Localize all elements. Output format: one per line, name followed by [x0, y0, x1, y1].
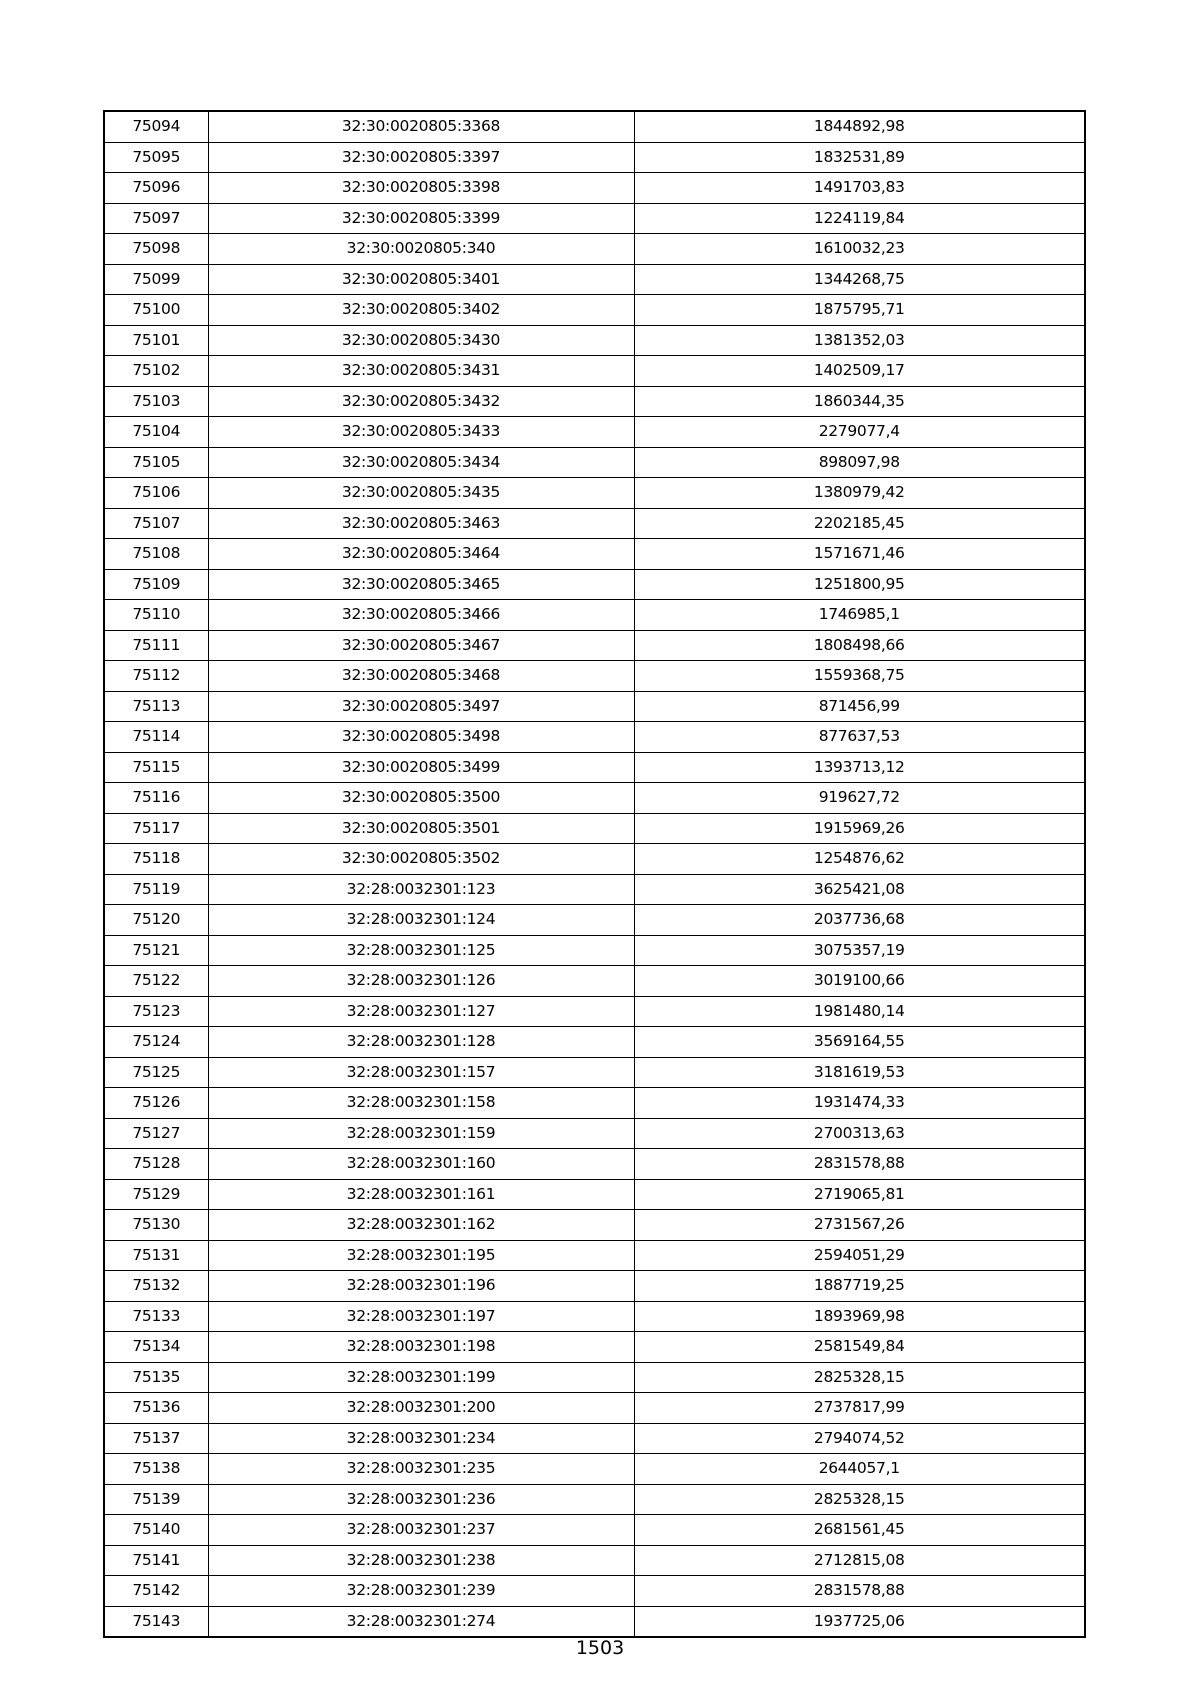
row-number-cell: 75095 — [104, 142, 208, 173]
cadastral-number-cell: 32:28:0032301:124 — [208, 905, 634, 936]
cadastral-number-cell: 32:30:0020805:3498 — [208, 722, 634, 753]
row-number-cell: 75118 — [104, 844, 208, 875]
cadastral-number-cell: 32:30:0020805:3466 — [208, 600, 634, 631]
table-body — [104, 111, 1085, 1637]
table-row — [104, 1301, 1085, 1332]
row-number-cell: 75139 — [104, 1484, 208, 1515]
cadastral-value-table — [103, 110, 1086, 1638]
cadastral-number-cell: 32:30:0020805:3431 — [208, 356, 634, 387]
cadastral-value-cell: 2681561,45 — [634, 1515, 1085, 1546]
row-number-cell: 75101 — [104, 325, 208, 356]
cadastral-number-cell: 32:30:0020805:3501 — [208, 813, 634, 844]
cadastral-value-cell: 1915969,26 — [634, 813, 1085, 844]
row-number-cell: 75130 — [104, 1210, 208, 1241]
cadastral-value-cell: 1844892,98 — [634, 111, 1085, 142]
cadastral-number-cell: 32:28:0032301:158 — [208, 1088, 634, 1119]
row-number-cell: 75102 — [104, 356, 208, 387]
row-number-cell: 75132 — [104, 1271, 208, 1302]
table-row — [104, 203, 1085, 234]
cadastral-value-cell: 2594051,29 — [634, 1240, 1085, 1271]
row-number-cell: 75135 — [104, 1362, 208, 1393]
table-row — [104, 1362, 1085, 1393]
cadastral-value-cell: 2825328,15 — [634, 1362, 1085, 1393]
row-number-cell: 75138 — [104, 1454, 208, 1485]
row-number-cell: 75134 — [104, 1332, 208, 1363]
cadastral-number-cell: 32:28:0032301:126 — [208, 966, 634, 997]
cadastral-number-cell: 32:28:0032301:162 — [208, 1210, 634, 1241]
table-row — [104, 1545, 1085, 1576]
table-row — [104, 1332, 1085, 1363]
table-row — [104, 996, 1085, 1027]
cadastral-number-cell: 32:30:0020805:3398 — [208, 173, 634, 204]
cadastral-value-cell: 871456,99 — [634, 691, 1085, 722]
cadastral-value-cell: 2202185,45 — [634, 508, 1085, 539]
cadastral-number-cell: 32:30:0020805:3435 — [208, 478, 634, 509]
cadastral-number-cell: 32:28:0032301:198 — [208, 1332, 634, 1363]
cadastral-number-cell: 32:28:0032301:239 — [208, 1576, 634, 1607]
table-row — [104, 234, 1085, 265]
cadastral-value-cell: 898097,98 — [634, 447, 1085, 478]
table-row — [104, 1057, 1085, 1088]
table-row — [104, 264, 1085, 295]
row-number-cell: 75140 — [104, 1515, 208, 1546]
table-row — [104, 1423, 1085, 1454]
cadastral-value-cell: 1746985,1 — [634, 600, 1085, 631]
cadastral-value-cell: 3019100,66 — [634, 966, 1085, 997]
table-row — [104, 111, 1085, 142]
row-number-cell: 75099 — [104, 264, 208, 295]
cadastral-number-cell: 32:28:0032301:236 — [208, 1484, 634, 1515]
table-row — [104, 417, 1085, 448]
row-number-cell: 75128 — [104, 1149, 208, 1180]
cadastral-value-cell: 2037736,68 — [634, 905, 1085, 936]
row-number-cell: 75106 — [104, 478, 208, 509]
cadastral-number-cell: 32:28:0032301:127 — [208, 996, 634, 1027]
cadastral-number-cell: 32:28:0032301:157 — [208, 1057, 634, 1088]
cadastral-number-cell: 32:28:0032301:200 — [208, 1393, 634, 1424]
row-number-cell: 75100 — [104, 295, 208, 326]
table-row — [104, 1027, 1085, 1058]
cadastral-number-cell: 32:28:0032301:235 — [208, 1454, 634, 1485]
cadastral-value-cell: 2644057,1 — [634, 1454, 1085, 1485]
table-row — [104, 447, 1085, 478]
row-number-cell: 75117 — [104, 813, 208, 844]
table-row — [104, 1606, 1085, 1637]
table-row — [104, 752, 1085, 783]
cadastral-value-cell: 3181619,53 — [634, 1057, 1085, 1088]
cadastral-value-cell: 1875795,71 — [634, 295, 1085, 326]
row-number-cell: 75126 — [104, 1088, 208, 1119]
row-number-cell: 75115 — [104, 752, 208, 783]
row-number-cell: 75137 — [104, 1423, 208, 1454]
cadastral-value-cell: 2794074,52 — [634, 1423, 1085, 1454]
cadastral-number-cell: 32:30:0020805:3467 — [208, 630, 634, 661]
cadastral-number-cell: 32:30:0020805:3368 — [208, 111, 634, 142]
cadastral-number-cell: 32:28:0032301:274 — [208, 1606, 634, 1637]
cadastral-number-cell: 32:28:0032301:159 — [208, 1118, 634, 1149]
table-row — [104, 844, 1085, 875]
cadastral-value-cell: 2737817,99 — [634, 1393, 1085, 1424]
cadastral-value-cell: 877637,53 — [634, 722, 1085, 753]
table-row — [104, 1149, 1085, 1180]
cadastral-number-cell: 32:30:0020805:3401 — [208, 264, 634, 295]
table-row — [104, 783, 1085, 814]
cadastral-number-cell: 32:28:0032301:237 — [208, 1515, 634, 1546]
table-row — [104, 295, 1085, 326]
cadastral-number-cell: 32:30:0020805:340 — [208, 234, 634, 265]
cadastral-value-cell: 2731567,26 — [634, 1210, 1085, 1241]
cadastral-value-cell: 3075357,19 — [634, 935, 1085, 966]
row-number-cell: 75129 — [104, 1179, 208, 1210]
row-number-cell: 75110 — [104, 600, 208, 631]
row-number-cell: 75125 — [104, 1057, 208, 1088]
row-number-cell: 75122 — [104, 966, 208, 997]
cadastral-number-cell: 32:30:0020805:3397 — [208, 142, 634, 173]
row-number-cell: 75123 — [104, 996, 208, 1027]
table-row — [104, 600, 1085, 631]
table-row — [104, 1271, 1085, 1302]
cadastral-value-cell: 2831578,88 — [634, 1149, 1085, 1180]
row-number-cell: 75097 — [104, 203, 208, 234]
cadastral-number-cell: 32:28:0032301:234 — [208, 1423, 634, 1454]
row-number-cell: 75094 — [104, 111, 208, 142]
table-row — [104, 1515, 1085, 1546]
cadastral-number-cell: 32:28:0032301:160 — [208, 1149, 634, 1180]
cadastral-value-cell: 1832531,89 — [634, 142, 1085, 173]
table-row — [104, 966, 1085, 997]
cadastral-number-cell: 32:30:0020805:3500 — [208, 783, 634, 814]
table-row — [104, 1484, 1085, 1515]
cadastral-value-cell: 3569164,55 — [634, 1027, 1085, 1058]
table-row — [104, 539, 1085, 570]
cadastral-number-cell: 32:30:0020805:3434 — [208, 447, 634, 478]
cadastral-number-cell: 32:30:0020805:3464 — [208, 539, 634, 570]
cadastral-value-cell: 2700313,63 — [634, 1118, 1085, 1149]
row-number-cell: 75124 — [104, 1027, 208, 1058]
row-number-cell: 75108 — [104, 539, 208, 570]
row-number-cell: 75112 — [104, 661, 208, 692]
row-number-cell: 75143 — [104, 1606, 208, 1637]
cadastral-number-cell: 32:28:0032301:161 — [208, 1179, 634, 1210]
cadastral-number-cell: 32:30:0020805:3497 — [208, 691, 634, 722]
row-number-cell: 75105 — [104, 447, 208, 478]
cadastral-value-cell: 1887719,25 — [634, 1271, 1085, 1302]
cadastral-value-cell: 2831578,88 — [634, 1576, 1085, 1607]
row-number-cell: 75107 — [104, 508, 208, 539]
cadastral-value-cell: 919627,72 — [634, 783, 1085, 814]
row-number-cell: 75127 — [104, 1118, 208, 1149]
row-number-cell: 75121 — [104, 935, 208, 966]
cadastral-value-cell: 1559368,75 — [634, 661, 1085, 692]
table-row — [104, 691, 1085, 722]
row-number-cell: 75096 — [104, 173, 208, 204]
row-number-cell: 75131 — [104, 1240, 208, 1271]
cadastral-number-cell: 32:30:0020805:3430 — [208, 325, 634, 356]
cadastral-value-cell: 1251800,95 — [634, 569, 1085, 600]
cadastral-value-cell: 1491703,83 — [634, 173, 1085, 204]
cadastral-number-cell: 32:30:0020805:3499 — [208, 752, 634, 783]
table-row — [104, 905, 1085, 936]
row-number-cell: 75098 — [104, 234, 208, 265]
row-number-cell: 75142 — [104, 1576, 208, 1607]
cadastral-number-cell: 32:28:0032301:196 — [208, 1271, 634, 1302]
row-number-cell: 75103 — [104, 386, 208, 417]
cadastral-number-cell: 32:28:0032301:238 — [208, 1545, 634, 1576]
cadastral-value-cell: 2719065,81 — [634, 1179, 1085, 1210]
cadastral-value-cell: 1224119,84 — [634, 203, 1085, 234]
row-number-cell: 75141 — [104, 1545, 208, 1576]
cadastral-value-cell: 1937725,06 — [634, 1606, 1085, 1637]
cadastral-number-cell: 32:28:0032301:197 — [208, 1301, 634, 1332]
row-number-cell: 75113 — [104, 691, 208, 722]
table-row — [104, 813, 1085, 844]
cadastral-value-cell: 1380979,42 — [634, 478, 1085, 509]
table-row — [104, 173, 1085, 204]
cadastral-value-cell: 2825328,15 — [634, 1484, 1085, 1515]
row-number-cell: 75133 — [104, 1301, 208, 1332]
table-row — [104, 935, 1085, 966]
table-row — [104, 508, 1085, 539]
table-row — [104, 356, 1085, 387]
row-number-cell: 75104 — [104, 417, 208, 448]
cadastral-value-cell: 2712815,08 — [634, 1545, 1085, 1576]
table-row — [104, 874, 1085, 905]
table-row — [104, 386, 1085, 417]
table-row — [104, 630, 1085, 661]
cadastral-number-cell: 32:30:0020805:3502 — [208, 844, 634, 875]
cadastral-value-cell: 1860344,35 — [634, 386, 1085, 417]
row-number-cell: 75136 — [104, 1393, 208, 1424]
row-number-cell: 75111 — [104, 630, 208, 661]
table-row — [104, 1179, 1085, 1210]
cadastral-number-cell: 32:30:0020805:3465 — [208, 569, 634, 600]
cadastral-value-cell: 3625421,08 — [634, 874, 1085, 905]
cadastral-number-cell: 32:28:0032301:128 — [208, 1027, 634, 1058]
cadastral-number-cell: 32:30:0020805:3463 — [208, 508, 634, 539]
cadastral-number-cell: 32:30:0020805:3402 — [208, 295, 634, 326]
cadastral-value-cell: 1981480,14 — [634, 996, 1085, 1027]
table-row — [104, 1393, 1085, 1424]
cadastral-number-cell: 32:30:0020805:3468 — [208, 661, 634, 692]
cadastral-number-cell: 32:28:0032301:125 — [208, 935, 634, 966]
row-number-cell: 75114 — [104, 722, 208, 753]
cadastral-value-cell: 1893969,98 — [634, 1301, 1085, 1332]
table-row — [104, 722, 1085, 753]
cadastral-number-cell: 32:30:0020805:3399 — [208, 203, 634, 234]
cadastral-number-cell: 32:28:0032301:195 — [208, 1240, 634, 1271]
table-row — [104, 569, 1085, 600]
row-number-cell: 75109 — [104, 569, 208, 600]
cadastral-value-cell: 2279077,4 — [634, 417, 1085, 448]
table-row — [104, 1576, 1085, 1607]
table-row — [104, 142, 1085, 173]
cadastral-value-cell: 1402509,17 — [634, 356, 1085, 387]
cadastral-value-cell: 1344268,75 — [634, 264, 1085, 295]
cadastral-value-cell: 1393713,12 — [634, 752, 1085, 783]
cadastral-value-cell: 1571671,46 — [634, 539, 1085, 570]
cadastral-value-cell: 1381352,03 — [634, 325, 1085, 356]
table-row — [104, 1454, 1085, 1485]
cadastral-value-cell: 1254876,62 — [634, 844, 1085, 875]
cadastral-value-cell: 1610032,23 — [634, 234, 1085, 265]
cadastral-number-cell: 32:28:0032301:199 — [208, 1362, 634, 1393]
row-number-cell: 75119 — [104, 874, 208, 905]
cadastral-number-cell: 32:30:0020805:3432 — [208, 386, 634, 417]
table-row — [104, 478, 1085, 509]
table-row — [104, 1088, 1085, 1119]
cadastral-value-cell: 1808498,66 — [634, 630, 1085, 661]
cadastral-number-cell: 32:30:0020805:3433 — [208, 417, 634, 448]
cadastral-number-cell: 32:28:0032301:123 — [208, 874, 634, 905]
row-number-cell: 75120 — [104, 905, 208, 936]
row-number-cell: 75116 — [104, 783, 208, 814]
page-number: 1503 — [575, 1637, 625, 1659]
table-row — [104, 325, 1085, 356]
cadastral-value-cell: 1931474,33 — [634, 1088, 1085, 1119]
cadastral-value-cell: 2581549,84 — [634, 1332, 1085, 1363]
table-row — [104, 661, 1085, 692]
table-row — [104, 1210, 1085, 1241]
table-row — [104, 1118, 1085, 1149]
table-row — [104, 1240, 1085, 1271]
